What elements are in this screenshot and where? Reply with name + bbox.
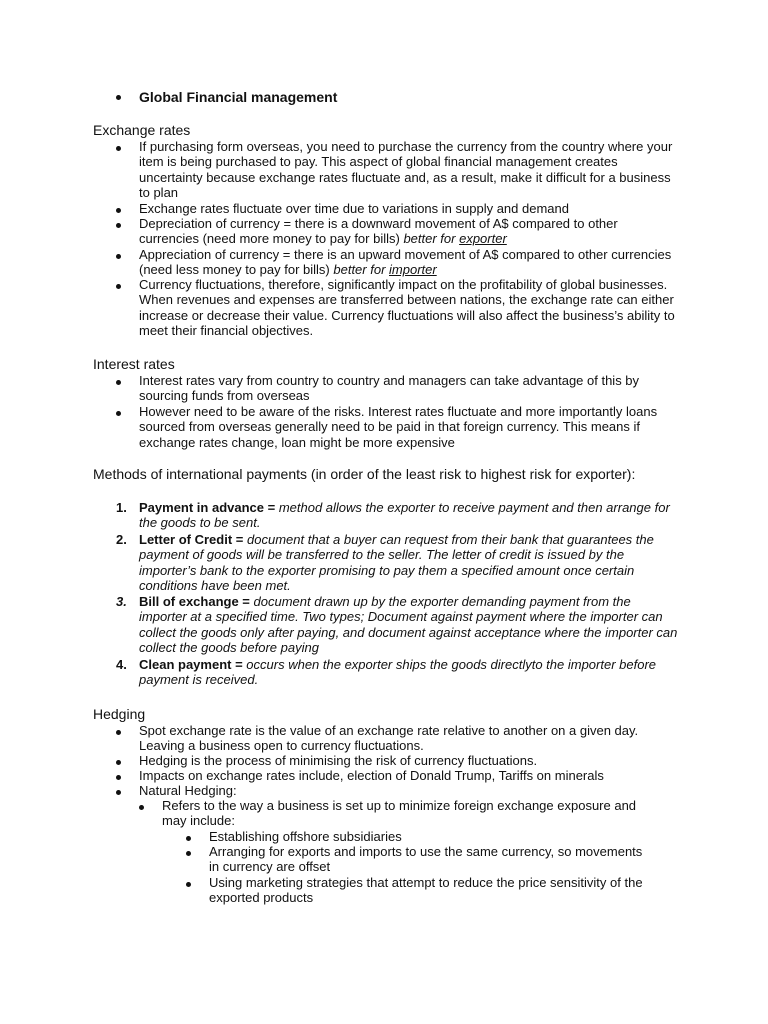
- document-title: Global Financial management: [139, 89, 338, 105]
- bullet-icon: [186, 882, 191, 887]
- bullet-icon: [116, 95, 121, 100]
- bullet-icon: [116, 730, 121, 735]
- hedging-subsub-1: Establishing offshore subsidiaries: [209, 829, 402, 844]
- payment-number-4: 4.: [116, 657, 127, 672]
- bullet-icon: [116, 790, 121, 795]
- bullet-icon: [116, 208, 121, 213]
- exchange-bullet-4: [139, 247, 679, 278]
- payment-term: Letter of Credit =: [139, 532, 247, 547]
- exchange-heading: Exchange rates: [93, 122, 191, 138]
- exchange-bullet-3: [139, 216, 679, 247]
- exchange-bullet-5: Currency fluctuations, therefore, significantly impact on the profitability of global businesses. When revenues and expenses are transferred between nations, the exchange rate can either increase or decrease their value. Currency fluctuations will also affect the business’s ability to meet their financial objectives.: [139, 277, 675, 338]
- payment-term: Clean payment =: [139, 657, 247, 672]
- payment-item-4: [139, 657, 679, 688]
- exchange-bullet-2: Exchange rates fluctuate over time due to variations in supply and demand: [139, 201, 569, 216]
- bullet-icon: [116, 760, 121, 765]
- bullet-icon: [116, 411, 121, 416]
- payment-description: occurs when the exporter ships the goods directlyto the importer before payment is received.: [139, 657, 657, 688]
- bullet-icon: [116, 254, 121, 259]
- bullet-icon: [186, 836, 191, 841]
- bullet-emphasis-underlined: exporter: [459, 231, 507, 247]
- bullet-icon: [139, 805, 144, 810]
- payment-item-3: [139, 594, 679, 655]
- payment-number-1: 1.: [116, 500, 127, 515]
- payment-item-2: [139, 532, 679, 593]
- hedging-subsub-3: Using marketing strategies that attempt to reduce the price sensitivity of the exported products: [209, 875, 643, 906]
- interest-bullet-1: Interest rates vary from country to country and managers can take advantage of this by sourcing funds from overseas: [139, 373, 640, 404]
- hedging-bullet-1: Spot exchange rate is the value of an exchange rate relative to another on a given day. Leaving a business open to currency fluctuations.: [139, 723, 639, 754]
- hedging-heading: Hedging: [93, 706, 146, 722]
- payment-description: method allows the exporter to receive payment and then arrange for the goods to be sent.: [139, 500, 670, 531]
- hedging-sub-bullet: Refers to the way a business is set up to minimize foreign exchange exposure and may include:: [162, 798, 637, 829]
- hedging-bullet-3: Impacts on exchange rates include, election of Donald Trump, Tariffs on minerals: [139, 768, 604, 783]
- payments-heading: Methods of international payments (in order of the least risk to highest risk for exporter):: [93, 466, 636, 482]
- bullet-text: Appreciation of currency = there is an upward movement of A$ compared to other currencies (need less money to pay for bills): [139, 247, 672, 278]
- bullet-emphasis: better for: [333, 262, 390, 278]
- bullet-icon: [186, 851, 191, 856]
- bullet-icon: [116, 146, 121, 151]
- bullet-text: Depreciation of currency = there is a downward movement of A$ compared to other currencies (need more money to pay for bills): [139, 216, 618, 247]
- exchange-bullet-1: If purchasing form overseas, you need to purchase the currency from the country where your item is being purchased to pay. This aspect of global financial management creates uncertainty because exchange rates fluctuate and, as a result, make it difficult for a business to plan: [139, 139, 673, 200]
- payment-term: Payment in advance =: [139, 500, 279, 515]
- interest-heading: Interest rates: [93, 356, 175, 372]
- bullet-icon: [116, 380, 121, 385]
- bullet-icon: [116, 223, 121, 228]
- payment-description: document drawn up by the exporter demanding payment from the importer at a specified time. Two types; Document against payment where the importer can collect the goods only after paying, and document against acceptance where the importer can collect the goods before paying: [139, 594, 678, 655]
- hedging-subsub-2: Arranging for exports and imports to use the same currency, so movements in currency are offset: [209, 844, 643, 875]
- interest-bullet-2: However need to be aware of the risks. Interest rates fluctuate and more importantly loans sourced from overseas generally need to be paid in that foreign currency. This means if exchange rates change, loan might be more expensive: [139, 404, 658, 450]
- bullet-icon: [116, 775, 121, 780]
- bullet-icon: [116, 284, 121, 289]
- payment-description: document that a buyer can request from their bank that guarantees the payment of goods will be transferred to the seller. The letter of credit is issued by the importer’s bank to the exporter promising to pay them a specified amount once certain conditions have been met.: [139, 532, 654, 593]
- payment-item-1: [139, 500, 679, 531]
- bullet-emphasis: better for: [403, 231, 460, 247]
- hedging-bullet-2: Hedging is the process of minimising the risk of currency fluctuations.: [139, 753, 538, 768]
- payment-number-2: 2.: [116, 532, 127, 547]
- payment-term: Bill of exchange =: [139, 594, 254, 609]
- bullet-emphasis-underlined: importer: [389, 262, 437, 278]
- payment-number-3: 3.: [116, 594, 127, 609]
- hedging-bullet-4: Natural Hedging:: [139, 783, 237, 798]
